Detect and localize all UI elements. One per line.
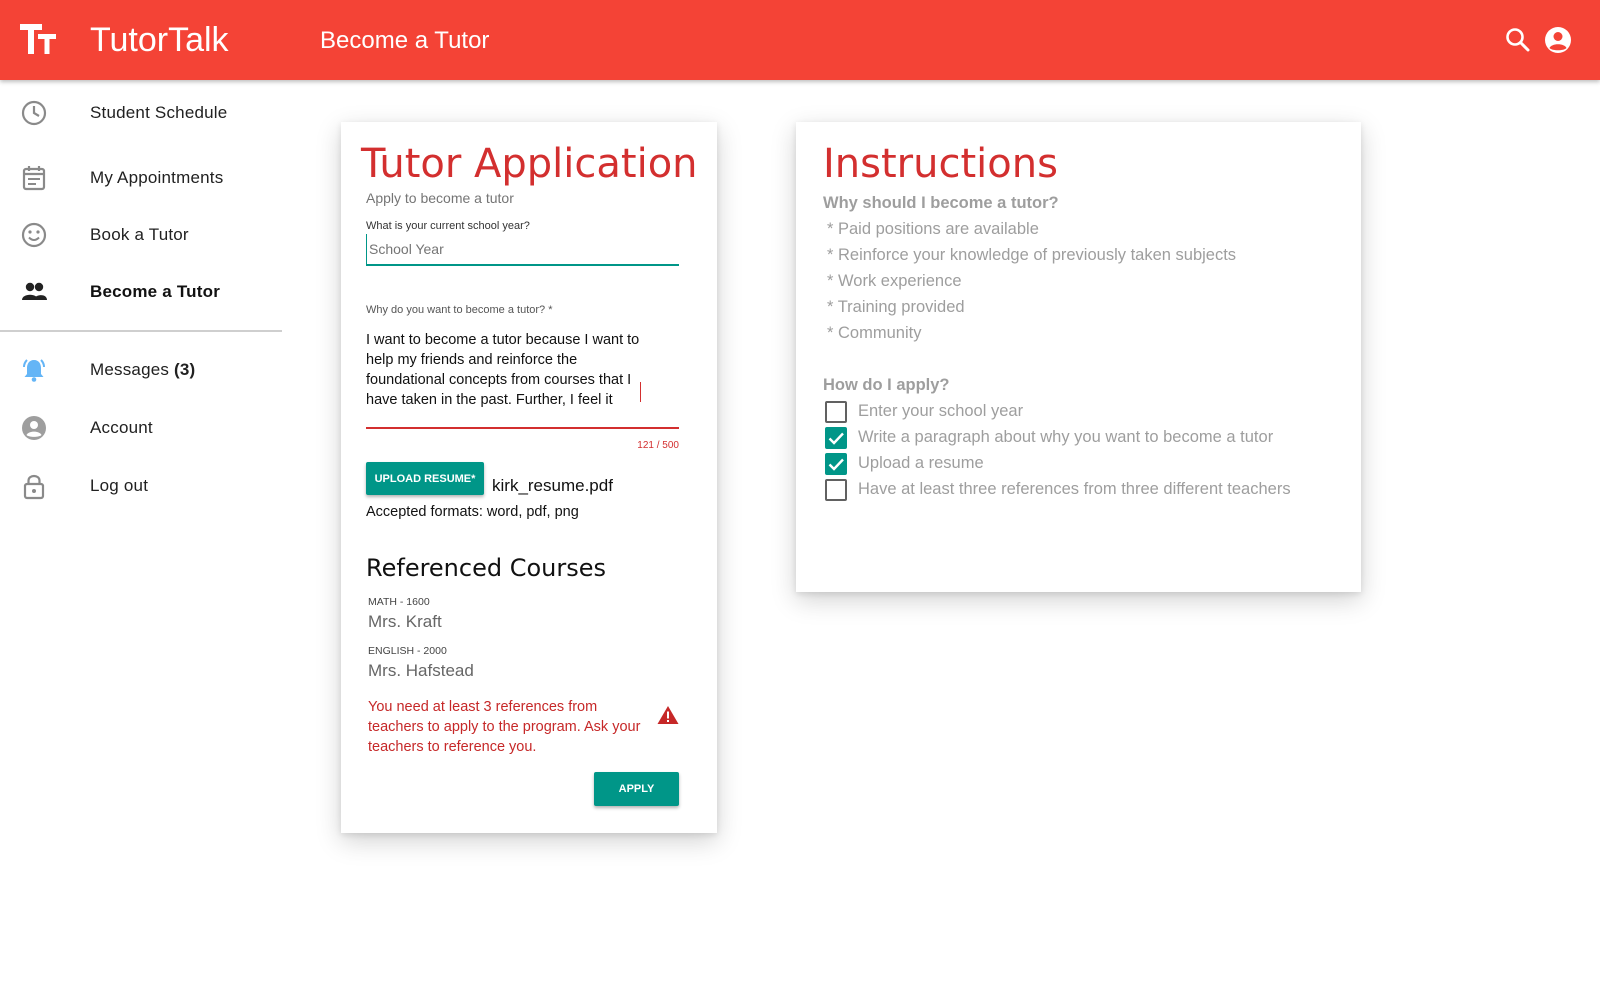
calendar-icon [20, 164, 48, 192]
sidebar-item-log-out[interactable] [0, 463, 282, 509]
course-code: ENGLISH - 2000 [368, 645, 447, 657]
referenced-courses-heading: Referenced Courses [366, 554, 607, 582]
checkbox-unchecked[interactable] [825, 479, 847, 501]
bell-ringing-icon [20, 356, 48, 384]
application-title: Tutor Application [361, 141, 698, 187]
teacher-name: Mrs. Kraft [368, 612, 442, 631]
checkbox-checked[interactable] [825, 453, 847, 475]
sidebar-item-student-schedule[interactable] [0, 90, 282, 136]
course-code: MATH - 1600 [368, 596, 430, 608]
sidebar-item-book-a-tutor[interactable] [0, 212, 282, 258]
sidebar-item-account[interactable] [0, 405, 282, 451]
why-tutor-label: Why do you want to become a tutor? * [366, 304, 553, 316]
sidebar-item-label: My Appointments [90, 168, 224, 187]
clock-icon [20, 99, 48, 127]
why-become-tutor-heading: Why should I become a tutor? [823, 194, 1059, 212]
how-to-apply-heading: How do I apply? [823, 376, 950, 394]
lock-icon [20, 472, 48, 500]
checklist-item-paragraph [825, 426, 1345, 450]
textarea-underline [366, 427, 679, 429]
text-cursor [640, 382, 641, 402]
apply-button[interactable]: APPLY [594, 772, 679, 806]
sidebar-item-become-a-tutor[interactable] [0, 269, 282, 315]
checklist-label: Have at least three references from three different teachers [858, 480, 1291, 498]
sidebar-item-messages[interactable] [0, 347, 282, 393]
warning-icon [657, 705, 679, 725]
school-year-label: What is your current school year? [366, 220, 530, 232]
application-subtitle: Apply to become a tutor [366, 190, 514, 206]
tutor-application-card [341, 122, 717, 833]
references-error-message: You need at least 3 references from teachers to apply to the program. Ask your teachers to reference you. [368, 699, 641, 755]
checklist-label: Write a paragraph about why you want to become a tutor [858, 428, 1274, 446]
top-app-bar [0, 0, 1600, 80]
sidebar-item-label: Book a Tutor [90, 225, 189, 244]
checkmark-icon [825, 453, 847, 475]
account-circle-icon [20, 414, 48, 442]
accepted-formats-text: Accepted formats: word, pdf, png [366, 504, 579, 520]
school-year-input[interactable] [366, 234, 679, 266]
teacher-name: Mrs. Hafstead [368, 661, 474, 680]
checkbox-checked[interactable] [825, 427, 847, 449]
sidebar-item-my-appointments[interactable] [0, 155, 282, 201]
sidebar-item-label: Log out [90, 476, 149, 495]
sidebar [0, 80, 282, 1000]
page-title: Become a Tutor [320, 27, 490, 54]
smiley-icon [20, 221, 48, 249]
app-name[interactable]: TutorTalk [90, 21, 229, 59]
sidebar-item-label: Account [90, 418, 153, 437]
reason-item: * Paid positions are available [827, 220, 1039, 238]
character-counter: 121 / 500 [637, 440, 679, 451]
people-icon [20, 278, 48, 306]
instructions-title: Instructions [823, 141, 1058, 187]
search-icon[interactable] [1502, 24, 1534, 56]
sidebar-item-label: Messages (3) [90, 360, 196, 379]
checklist-label: Enter your school year [858, 402, 1024, 420]
messages-count-badge: (3) [174, 360, 196, 379]
reason-item: * Work experience [827, 272, 962, 290]
reason-item: * Community [827, 324, 922, 342]
checkmark-icon [825, 427, 847, 449]
account-circle-icon[interactable] [1542, 24, 1574, 56]
why-tutor-textarea[interactable]: I want to become a tutor because I want to help my friends and reinforce the foundational concepts from courses that I have taken in the past. Further, I feel it [366, 332, 640, 408]
checkbox-unchecked[interactable] [825, 401, 847, 423]
tutortalk-logo-icon[interactable] [20, 22, 58, 58]
checklist-item-school-year [825, 400, 1345, 424]
sidebar-divider [0, 330, 282, 332]
sidebar-item-label: Student Schedule [90, 103, 228, 122]
reason-item: * Training provided [827, 298, 965, 316]
checklist-label: Upload a resume [858, 454, 984, 472]
checklist-item-resume [825, 452, 1345, 476]
sidebar-item-label: Become a Tutor [90, 282, 221, 301]
uploaded-file-name: kirk_resume.pdf [492, 476, 613, 495]
reason-item: * Reinforce your knowledge of previously taken subjects [827, 246, 1237, 264]
instructions-card [796, 122, 1361, 592]
checklist-item-references [825, 478, 1345, 502]
upload-resume-button[interactable]: UPLOAD RESUME* [366, 462, 484, 495]
